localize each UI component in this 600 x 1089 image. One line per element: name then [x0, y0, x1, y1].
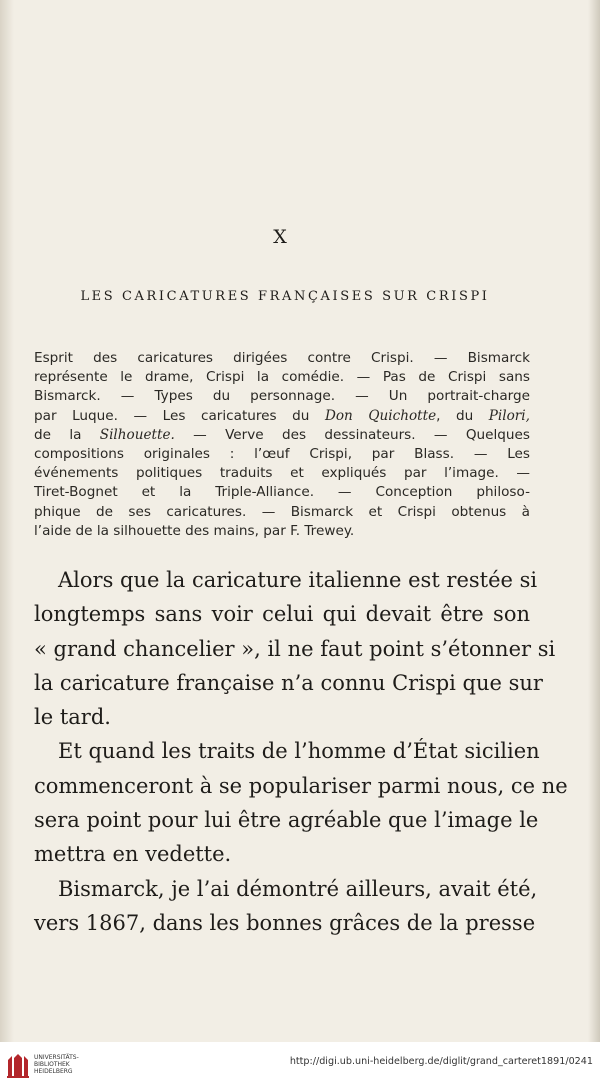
body-line: le tard.: [34, 705, 111, 730]
body-line: sera point pour lui être agréable que l’image le: [34, 808, 539, 833]
body-line: vers 1867, dans les bonnes grâces de la presse: [34, 910, 536, 935]
summary-italic-title: Pilori,: [488, 407, 530, 424]
permalink-url[interactable]: http://digi.ub.uni-heidelberg.de/diglit/grand_carteret1891/0241: [289, 1056, 593, 1067]
summary-text: de la: [34, 426, 100, 443]
summary-italic-title: Silhouette.: [99, 426, 175, 443]
library-footer: [0, 1042, 600, 1089]
chapter-title: LES CARICATURES FRANÇAISES SUR CRISPI: [80, 289, 490, 304]
summary-line: [34, 426, 530, 445]
summary-line: l’aide de la silhouette des mains, par F. Trewey.: [34, 522, 355, 539]
body-line: « grand chancelier », il ne faut point s’étonner si: [34, 636, 556, 661]
summary-line: Tiret-Bognet et la Triple-Alliance. — Conception philoso-: [34, 484, 530, 501]
summary-text: — Verve des dessinateurs. — Quelques: [174, 426, 530, 443]
body-line: mettra en vedette.: [34, 842, 232, 867]
summary-line: Bismarck. — Types du personnage. — Un portrait-charge: [34, 388, 530, 405]
summary-line: phique de ses caricatures. — Bismarck et Crispi obtenus à: [34, 503, 530, 520]
body-line: commenceront à se populariser parmi nous, ce ne: [34, 773, 568, 798]
library-name-line: UNIVERSITÄTS-: [34, 1054, 79, 1061]
summary-line: [34, 407, 530, 426]
summary-line: compositions originales : l’œuf Crispi, par Blass. — Les: [34, 445, 530, 462]
body-line: la caricature française n’a connu Crispi que sur: [34, 670, 543, 695]
university-library-logo-icon: [6, 1052, 30, 1078]
body-line: Et quand les traits de l’homme d’État sicilien: [58, 739, 540, 764]
body-line: Bismarck, je l’ai démontré ailleurs, avait été,: [58, 876, 538, 901]
body-line: longtemps sans voir celui qui devait être son: [34, 602, 530, 627]
body-text: [34, 563, 568, 940]
library-name-line: HEIDELBERG: [34, 1068, 73, 1075]
summary-text: par Luque. — Les caricatures du: [34, 407, 325, 424]
summary-line: Esprit des caricatures dirigées contre Crispi. — Bismarck: [34, 350, 530, 366]
summary-line: représente le drame, Crispi la comédie. — Pas de Crispi sans: [34, 369, 530, 386]
library-name-line: BIBLIOTHEK: [34, 1061, 70, 1068]
chapter-summary: [34, 349, 530, 541]
page-gutter-shadow: [0, 0, 14, 1042]
summary-italic-title: Don Quichotte: [324, 407, 437, 424]
body-line: Alors que la caricature italienne est restée si: [58, 568, 538, 592]
summary-line: événements politiques traduits et expliqués par l’image. —: [34, 465, 530, 482]
summary-text: , du: [436, 407, 489, 424]
library-name: [34, 1054, 79, 1075]
page-edge-shadow: [588, 0, 600, 1042]
chapter-number: X: [273, 226, 287, 248]
